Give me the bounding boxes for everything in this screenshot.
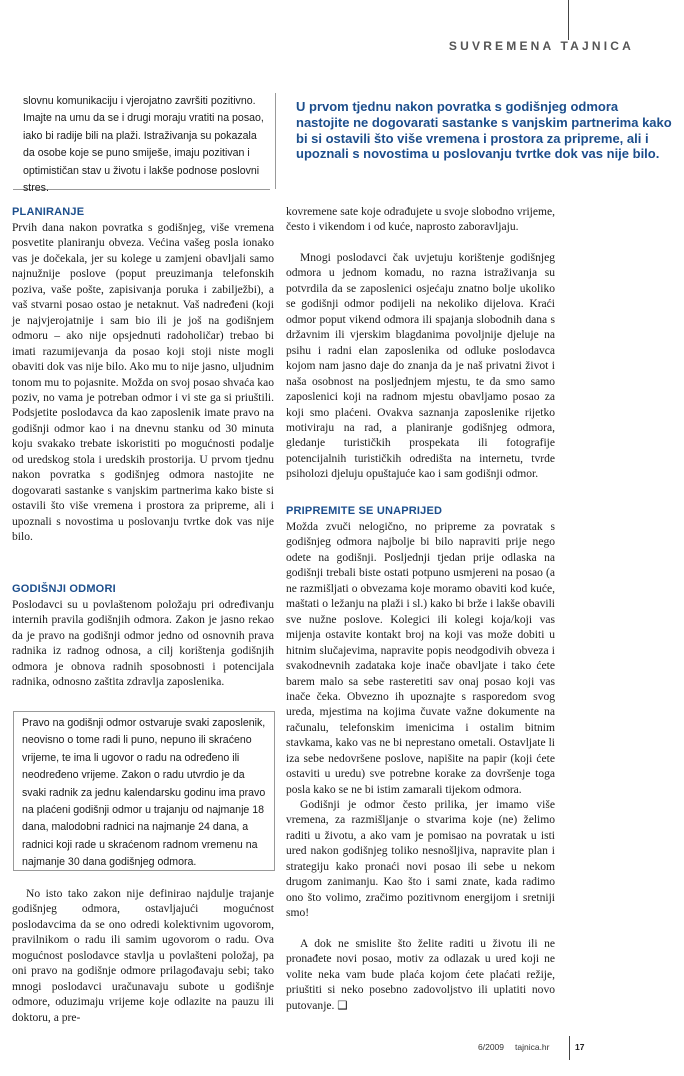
pripremite-text-3: A dok ne smislite što želite raditi u životu ili ne pronađete novi posao, motiv za odlazak u ured koji ne volite neka vam bude plaća kojom ćete plaćati režije, priuštiti si neko posebno zadovoljstvo ili uplatiti novo putovanje. ❑ (286, 938, 555, 1012)
pripremite-text: Možda zvuči nelogično, no pripreme za povratak s godišnjeg odmora najbolje bi bilo napraviti prije nego odete na godišnji. Posljednji tjedan prije odlaska na godišnji trebali biste ostati potpuno usmjereni na posao (a ne razmišljati o obvezama koje moramo obaviti kod kuće, maštati o ležanju na plaži i sl.) kako bi brže i lakše obavili sve nužne poslove. Kolegici ili kolegi koja/koji vas mijenja ostavite kontakt broj na koji vas može dobiti u hitnim slučajevima, napravite popis neodgodivih obveza i svakodnevnih zadataka koje inače obavljate i tako ćete barem malo sa sebe rasteretiti sav onaj posao koji vas inače čeka. Obvezno ih upoznajte s rasporedom svog ureda, mjestima na kojima čuvate važne dokumente na računalu, telefonskim imenicima i ostalim bitnim stavkama, kako vas ne bi neprestano ometali. Ostavljate li iza sebe nedovršene poslove, napišite na papir (koji ćete ostaviti u uredu) sve potrebne korake za dovršenje toga posla kako se ne bi istim zamarali tijekom odmora. (286, 521, 555, 796)
after-box-text: No isto tako zakon nije definirao najdulje trajanje godišnjeg odmora, ostavljajući mogućnost poslodavcima da se ono odredi kolektivnim ugovorom, pravilnikom o radu ili samim ugovorom o radu. Ova mogućnost poslodavce stavlja u povlašteni položaj, pa oni pravo na godišnje odmore prilagođavaju sebi; tako mnogi poslodavci uračunavaju subote u godišnje odmore, oduzimaju vrijeme koje odlazite na pauzu ili doktoru, a pre- (12, 888, 274, 1024)
col2-paragraph: Mnogi poslodavci čak uvjetuju korištenje godišnjeg odmora u jednom komadu, no razna istraživanja su potvrdila da se zaposlenici osjećaju znatno bolje ukoliko se godišnji odmor podijeli na nekoliko dijelova. Kraći odmor poput vikend odmora ili spajanja slobodnih dana s državnim ili vjerskim blagdanima povoljnije djeluje na psihu i radni elan zaposlenika od odluke poslodavca kojom nam jasno daje do znanja da je naš privatni život i naša osobnost na posljednjem mjestu, te da smo samo zaposlenici koji na radnom mjestu obavljamo posao za koji smo plaćeni. Ovakva saznanja zaposlenike rijetko motiviraju na rad, a planiranje godišnjeg odmora, gledanje turističkih prospekata ili fotografije potencijalnih turističkih odredišta na internetu, tvrde psiholozi djeluju opuštajuće kao i sam godišnji odmor. (286, 252, 555, 481)
header-rule (568, 0, 569, 40)
magazine-header: SUVREMENA TAJNICA (448, 39, 634, 53)
heading-godisnji: GODIŠNJI ODMORI (12, 583, 116, 595)
law-box (13, 711, 275, 871)
godisnji-text: Poslodavci su u povlaštenom položaju pri određivanju internih pravila godišnjih odmora. Zakon je jasno rekao da je pravo na godišnji odmor jedno od osnovnih prava radnika iz radnog odnosa, a cilj korištenja godišnjih odmora je obnova radnih sposobnosti i potencijala radnika, odnosno zaštita zdravlja zaposlenika. (12, 599, 274, 689)
planiranje-text: Prvih dana nakon povratka s godišnjeg, više vremena posvetite planiranju obveza. Većina vašeg posla ionako vas je dočekala, jer su kolege u zamjeni obavljali samo najnužnije poslove (poput preuzimanja telefonskih poziva, vaše pošte, zapisivanja poruka i zabilježbi), a vaš stvarni posao ostao je netaknut. Vaš nadređeni (koji je najvjerojatnije i sam bio ili je još na godišnjem odmoru – ako nije opsjednuti radoholičar) trebao bi imati razumijevanja da posao koji stoji niste mogli obaviti dok vas nije bilo. Ako mu to nije jasno, uljudnim tonom mu to pojasnite. Možda on svoj posao shvaća kao poziv, no vama je potreban odmor i vi ste ga si priuštili. Podsjetite poslodavca da kao zaposlenik imate pravo na godišnji odmor kao i na dnevnu stanku od 30 minuta koju svakako trebate iskoristiti po mogućnosti podalje od uredskog stola i uredskih prostorija. U prvom tjednu nakon povratka s godišnjeg odmora nastojite ne dogovarati sastanke s vanjskim partnerima kako biste si ostavili što više vremena i prostora za pripreme, ali i upoznali s novostima u poslovanju tvrtke dok vas nije bilo. (12, 222, 274, 544)
law-box-text: Pravo na godišnji odmor ostvaruje svaki zaposlenik, neovisno o tome radi li puno, nepuno ili skraćeno vrijeme, te ima li ugovor o radu na određeno ili neodređeno vrijeme. Zakon o radu utvrdio je da svaki radnik za jednu kalendarsku godinu ima pravo na plaćeni godišnji odmor u trajanju od najmanje 18 dana, malodobni radnici na najmanje 24 dana, a radnici koji rade u skraćenom radnom vremenu na najmanje 30 dana godišnjeg odmora. (22, 717, 266, 869)
heading-planiranje: PLANIRANJE (12, 206, 85, 218)
heading-pripremite: PRIPREMITE SE UNAPRIJED (286, 505, 443, 517)
intro-box (13, 93, 270, 195)
page-number: 17 (575, 1042, 585, 1052)
law-box-bar (274, 712, 275, 870)
pripremite-text-2: Godišnji je odmor često prilika, jer imamo više vremena, za razmišljanje o stvarima koje (ne) želimo raditi u životu, a ako vam je pomisao na povratak u isti ured nakon godišnjeg toliko nesnošljiva, napravite plan i strategiju kako pronaći novi posao ili sebe u nekom drugom zanimanju. Kao što i sami znate, kada radimo ono što volimo, zračimo pozitivnom energijom i sretniji smo! (286, 799, 555, 920)
pull-quote: U prvom tjednu nakon povratka s godišnjeg odmora nastojite ne dogovarati sastanke s vanjskim partnerima kako bi si ostavili što više vremena i prostora za pripreme, ali i upoznali s novostima u poslovanju tvrtke dok vas nije bilo. (296, 99, 672, 162)
intro-text: slovnu komunikaciju i vjerojatno završiti pozitivno. Imajte na umu da se i drugi moraju vratiti na posao, iako bi radije bili na plaži. Istraživanja su pokazala da osobe koje se puno smiješe, imaju pozitivan i optimističan stav u životu i lakše podnose poslovni stres. (23, 95, 264, 195)
footer-rule (569, 1036, 570, 1060)
footer-issue: 6/2009 (478, 1042, 504, 1052)
intro-box-bar (275, 93, 276, 189)
footer-site: tajnica.hr (515, 1042, 550, 1052)
col2-continuation: kovremene sate koje odrađujete u svoje slobodno vrijeme, često i vikendom i od kuće, naprosto zaboravljaju. (286, 206, 555, 234)
